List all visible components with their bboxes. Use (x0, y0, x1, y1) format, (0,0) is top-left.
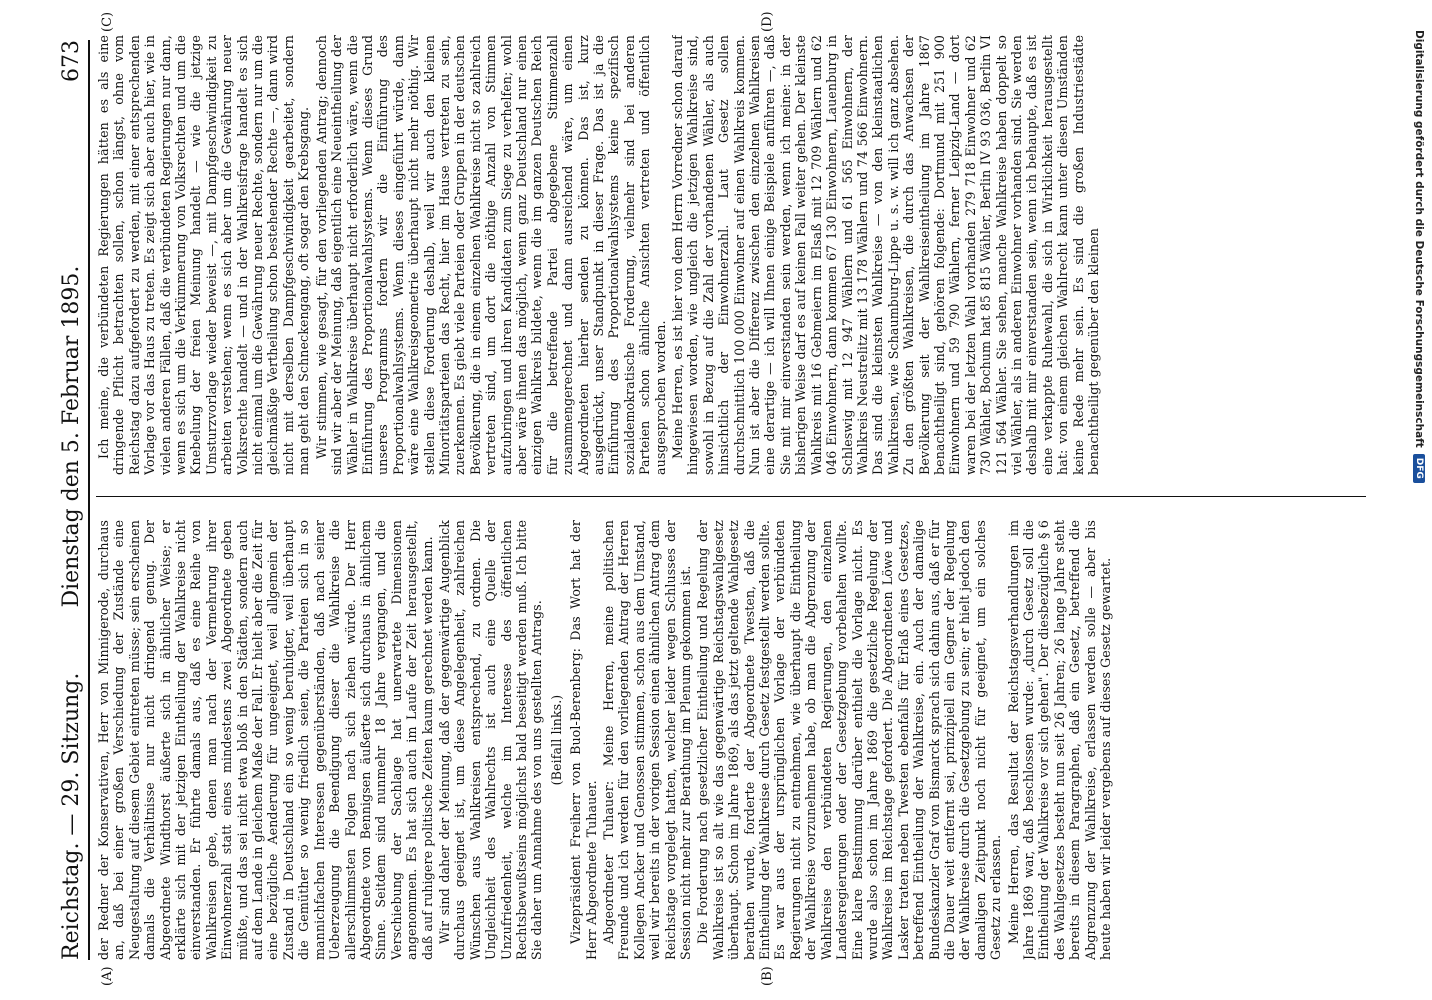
dfg-credit-text: Digitalisierung gefördert durch die Deutsche Forschungsgemeinschaft (1413, 30, 1425, 448)
paragraph: Wir sind daher der Meinung, daß der gegenwärtige Augenblick durchaus geeignet ist, um diese Angelegenheit, zahlreichen Wünschen aus Wahlkreisen entsprechend, zu ordnen. Die Ungleichheit des Wahlrechts ist auch eine Quelle der Unzufriedenheit, welche im Interesse des öffentlichen Rechtsbewußtseins möglichst bald beseitigt werden muß. Ich bitte Sie daher um Annahme des von uns gestellten Antrags. (436, 520, 545, 960)
paragraph: Wir stimmen, wie gesagt, für den vorliegenden Antrag; dennoch sind wir aber der Meinung, daß eigentlich eine Neueintheilung der Wähler in Wahlkreise überhaupt nicht erforderlich wäre, wenn die Einführung des Proportionalwahlsystems. Wenn dieses Grund unseres Programms fordern wir die Einführung des Proportionalwahlsystems. Wenn dieses eingeführt würde, dann wäre eine Wahlkreisgeometrie überhaupt nicht mehr nöthig. Wir stellen diese Forderung deshalb, weil wir auch den kleinen Minoritätsparteien das Recht, hier im Hause vertreten zu sein, zuerkennen. Es giebt viele Parteien oder Gruppen in der deutschen Bevölkerung, die in einem einzelnen Wahlkreise nicht so zahlreich vertreten sind, um dort die nöthige Anzahl von Stimmen aufzubringen und ihren Kandidaten zum Siege zu verhelfen; wohl aber wäre ihnen das möglich, wenn ganz Deutschland nur einen einzigen Wahlkreis bildete, wenn die im ganzen Deutschen Reich für die betreffende Partei abgegebene Stimmenzahl zusammengerechnet und dann ausreichend wäre, um einen Abgeordneten hierher senden zu können. Das ist, kurz ausgedrückt, unser Standpunkt in dieser Frage. Das ist ja die Einführung des Proportionalwahlsystems keine spezifisch sozialdemokratische Forderung, vielmehr sind bei anderen Parteien schon ähnliche Ansichten vertreten und öffentlich ausgesprochen worden. (313, 35, 668, 475)
page-header (48, 40, 84, 960)
dfg-credit-line (1410, 30, 1428, 990)
header-date: Dienstag den 5. Februar 1895. (59, 265, 84, 608)
paragraph: der Redner der Konservativen, Herr von Minnigerode, durchaus an, daß bei einer großen Verschiedung der Zustände eine Neugestaltung auf diesem Gebiet eintreten müsse; sein erscheinen damals die Verhältnisse nur nicht dringend genug. Der Abgeordnete Windthorst äußerte sich in ähnlicher Weise; er erklärte sich mit der jetzigen Eintheilung der Wahlkreise nicht einverstanden. Er führte damals aus, daß es eine Reihe von Wahlkreisen gebe, denen man nach der Vermehrung ihrer Einwohnerzahl statt eines mindestens zwei Abgeordnete geben müßte, und das sei nicht etwa bloß in den Städten, sondern auch auf dem Lande in gleichem Maße der Fall. Er hielt aber die Zeit für eine bezügliche Aenderung für ungeeignet, weil allgemein der Zustand in Deutschland ein so wenig beruhigter, weil überhaupt die Gemüther so wenig friedlich seien, die Parteien sich in so mannichfachen Interessen gegenüberständen, daß nach seiner Ueberzeugung die Beendigung dieser die Wahlkreise die allerschlimmsten Folgen nach sich ziehen würde. Der Herr Abgeordnete von Bennigsen äußerte sich durchaus in ähnlichem Sinne. Seitdem sind nunmehr 18 Jahre vergangen, und die Verschiebung der Sachlage hat unerwartete Dimensionen angenommen. Es hat sich auch im Laufe der Zeit herausgestellt, daß auf ruhigere politische Zeiten kaum gerechnet werden kann. (96, 520, 435, 960)
paragraph: Die Forderung nach gesetzlicher Eintheilung und Regelung der Wahlkreise ist so alt wie das gegenwärtige Reichstagswahlgesetz überhaupt. Schon im Jahre 1869, als das jetzt geltende Wahlgesetz berathen wurde, forderte der Abgeordnete Twesten, daß die Eintheilung der Wahlkreise durch Gesetz festgestellt werden sollte. Es war aus der ursprünglichen Vorlage der verbündeten Regierungen nicht zu entnehmen, wie überhaupt die Eintheilung der Wahlkreise vorzunehmen habe, ob man die Abgrenzung der Wahlkreise den verbündeten Regierungen, den einzelnen Landesregierungen oder der Gesetzgebung vorbehalten wollte. Eine klare Bestimmung darüber enthielt die Vorlage nicht. Es wurde also schon im Jahre 1869 die gesetzliche Regelung der Wahlkreise im Reichstage gefordert. Die Abgeordneten Löwe und Lasker traten neben Twesten ebenfalls für Erlaß eines Gesetzes, betreffend Eintheilung der Wahlkreise, ein. Auch der damalige Bundeskanzler Graf von Bismarck sprach sich dahin aus, daß er für die Dauer weit entfernt sei, prinzipiell ein Gegner der Regelung der Wahlkreise durch die Gesetzgebung zu sein; er hielt jedoch den damaligen Zeitpunkt noch nicht für geeignet, um ein solches Gesetz zu erlassen. (695, 520, 1004, 960)
margin-marker-b: (B) (760, 966, 775, 986)
margin-marker-a: (A) (100, 966, 115, 986)
dfg-credit (1410, 30, 1428, 990)
margin-marker-c: (C) (100, 11, 115, 32)
applause-note: (Beifall links.) (548, 694, 564, 786)
page-number: 673 (59, 40, 84, 83)
column-divider (96, 496, 1366, 497)
margin-marker-d: (D) (760, 11, 775, 32)
header-left: Reichstag. — 29. Sitzung. (59, 672, 84, 960)
paragraph: Meine Herren, das Resultat der Reichstagsverhandlungen im Jahre 1869 war, daß beschlossen wurde: „durch Gesetz soll die Eintheilung der Wahlkreise vor sich gehen". Der diesbezügliche § 6 des Wahlgesetzes besteht nun seit 26 Jahren; 26 lange Jahre steht bereits in diesem Paragraphen, daß ein Gesetz, betreffend die Abgrenzung der Wahlkreise, erlassen werden solle — aber bis heute haben wir leider vergebens auf dieses Gesetz gewartet. (1005, 520, 1113, 960)
paragraph: Meine Herren, es ist hier von dem Herrn Vorredner schon darauf hingewiesen worden, wie ungleich die jetzigen Wahlkreise sind, sowohl in Bezug auf die Zahl der vorhandenen Wähler, als auch hinsichtlich der Einwohnerzahl. Laut Gesetz sollen durchschnittlich 100 000 Einwohner auf einen Wahlkreis kommen. Nun ist aber die Differenz zwischen den einzelnen Wahlkreisen eine derartige — ich will Ihnen einige Beispiele anführen —, daß Sie mit mir einverstanden sein werden, wenn ich meine: in der bisherigen Weise darf es auf keinen Fall weiter gehen. Der kleinste Wahlkreis mit 16 Gebmeiern im Elsaß mit 12 709 Wählern und 62 046 Einwohnern, dann kommen 67 130 Einwohnern, Lauenburg in Schleswig mit 12 947 Wählern und 61 565 Einwohnern, der Wahlkreis Neustrelitz mit 13 178 Wählern und 74 566 Einwohnern. Das sind die kleinsten Wahlkreise — von den kleinstaatlichen Wahlkreisen, wie Schaumburg-Lippe u. s. w. will ich ganz absehen. Zu den größten Wahlkreisen, die durch das Anwachsen der Bevölkerung seit der Wahlkreiseintheilung im Jahre 1867 benachtheiligt sind, gehören folgende: Dortmund mit 251 900 Einwohnern und 59 790 Wählern, ferner Leipzig-Land — dort waren bei der letzten Wahl vorhanden 279 718 Einwohner und 62 730 Wähler, Bochum hat 85 815 Wähler, Berlin IV 93 036, Berlin VI 121 564 Wähler. Sie sehen, manche Wahlkreise haben doppelt so viel Wähler, als in anderen Einwohner vorhanden sind. Sie werden deshalb mit mir einverstanden sein, wenn ich behaupte, daß es ist eine verkappte Ruhewahl, die sich in Wirklichkeit herausgestellt hat: von einem gleichen Wahlrecht kann unter diesen Umständen keine Rede mehr sein. Es sind die großen Industriestädte benachtheiligt gegenüber den kleinen (670, 35, 1101, 475)
left-column (96, 520, 1366, 960)
dfg-logo: DFG (1413, 454, 1425, 483)
speaker-paragraph: Abgeordneter Tuhauer: Meine Herren, meine politischen Freunde und ich werden für den vorliegenden Antrag der Herren Kollegen Ancker und Genossen stimmen, schon aus dem Umstand, weil wir bereits in der vorigen Session einen ähnlichen Antrag dem Reichstage vorgelegt hatten, welcher leider wegen Schlusses der Session nicht mehr zur Berathung im Plenum gekommen ist. (601, 520, 694, 960)
right-column (96, 35, 1366, 475)
header-rule (88, 40, 90, 960)
paragraph: Ich meine, die verbündeten Regierungen hätten es als eine dringende Pflicht betrachten sollen, schon längst, ohne vom Reichstag dazu aufgefordert zu werden, mit einer entsprechenden Vorlage vor das Haus zu treten. Es zeigt sich aber auch hier, wie in vielen anderen Fällen, daß die verbündeten Regierungen nur dann, wenn es sich um die Verkümmerung von Volksrechten und um die Knebelung der freien Meinung handelt — wie die jetzige Umsturzvorlage wieder beweist —, mit Dampfgeschwindigkeit zu arbeiten verstehen; wenn es sich aber um die Gewährung neuer Volksrechte handelt — und in der Wahlkreisfrage handelt es sich nicht einmal um die Gewährung neuer Rechte, sondern nur um die gleichmäßige Vertheilung schon bestehender Rechte —, dann wird nicht mit derselben Dampfgeschwindigkeit gearbeitet, sondern man geht den Schneckengang, oft sogar den Krebsgang. (96, 35, 312, 475)
speaker-paragraph: Vizepräsident Freiherr von Buol-Berenberg: Das Wort hat der Herr Abgeordnete Tuhauer. (568, 520, 599, 960)
